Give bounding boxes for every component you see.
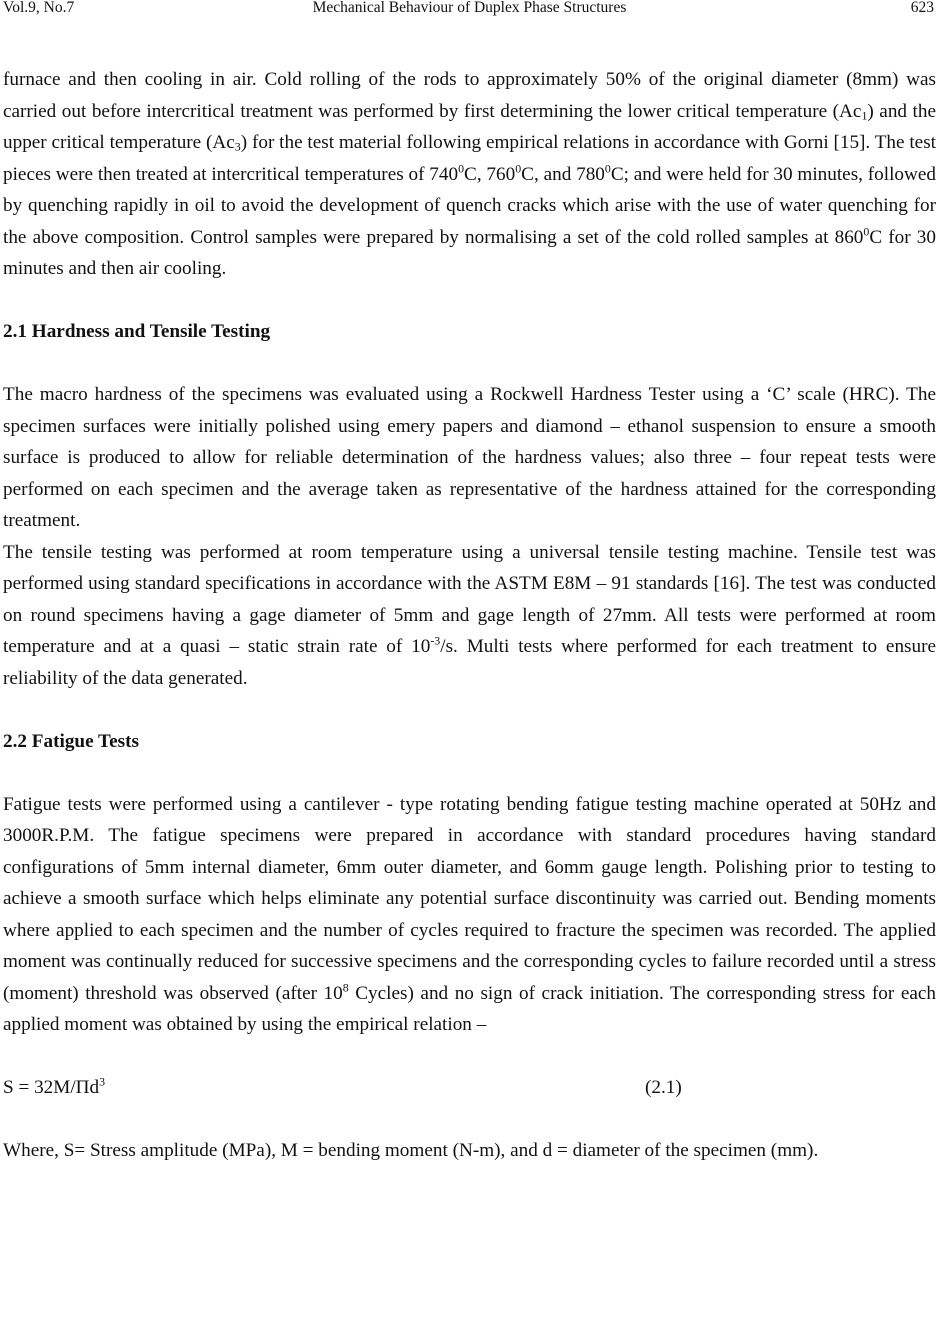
- equation-formula: $S = 32M/\Pi d^3$: [3, 1074, 106, 1098]
- fatigue-paragraph: Fatigue tests were performed using a cantilever - type rotating bending fatigue testing machine operated at 50Hz and 3000R.P.M. The fatigue specimens were prepared in accordance with standard procedures having standard configurations of 5mm internal diameter, 6mm outer diameter, and 6omm gauge length. Polishing prior to testing to achieve a smooth surface which helps eliminate any potential surface discontinuity was carried out. Bending moments where applied to each specimen and the number of cycles required to fracture the specimen was recorded. The applied moment was continually reduced for successive specimens and the corresponding cycles to failure recorded until a stress (moment) threshold was observed (after $10^8$ Cycles) and no sign of crack initiation. The corresponding stress for each applied moment was obtained by using the empirical relation –: [3, 793, 936, 1035]
- hardness-paragraph: The macro hardness of the specimens was evaluated using a Rockwell Hardness Tester using a ‘C’ scale (HRC). The specimen surfaces were initially polished using emery papers and diamond – ethanol suspension to ensure a smooth surface is produced to allow for reliable determination of the hardness values; also three – four repeat tests were performed on each specimen and the average taken as representative of the hardness attained for the corresponding treatment.: [3, 384, 936, 531]
- intro-paragraph: furnace and then cooling in air. Cold rolling of the rods to approximately 50% of the original diameter (8mm) was carried out before intercritical treatment was performed by first determining the lower critical temperature $(Ac_1)$ and the upper critical temperature $(Ac_3)$ for the test material following empirical relations in accordance with Gorni [15]. The test pieces were then treated at intercritical temperatures of $740^0C$, $760^0C$, and $780^0C$; and were held for 30 minutes, followed by quenching rapidly in oil to avoid the development of quench cracks which arise with the use of water quenching for the above composition. Control samples were prepared by normalising a set of the cold rolled samples at $860^0C$ for 30 minutes and then air cooling.: [3, 69, 936, 279]
- section-heading-fatigue: 2.2 Fatigue Tests: [3, 730, 139, 752]
- document-page: [3, 0, 936, 1167]
- variable-definitions: Where, S= Stress amplitude (MPa), M = bending moment (N-m), and d = diameter of the specimen (mm).: [3, 1140, 819, 1161]
- running-title: Mechanical Behaviour of Duplex Phase Structures: [312, 0, 627, 16]
- equation-number: (2.1): [645, 1077, 682, 1098]
- section-heading-hardness: 2.1 Hardness and Tensile Testing: [3, 321, 271, 342]
- page-number: 623: [910, 0, 934, 16]
- running-header: [3, 0, 936, 22]
- stress-equation: [3, 1072, 936, 1104]
- journal-volume: Vol.9, No.7: [3, 0, 75, 16]
- tensile-paragraph: The tensile testing was performed at room temperature using a universal tensile testing machine. Tensile test was performed using standard specifications in accordance with the ASTM E8M – 91 standards [16]. The test was conducted on round specimens having a gage diameter of 5mm and gage length of 27mm. All tests were performed at room temperature and at a quasi – static strain rate of $10^{-3}/s$. Multi tests where performed for each treatment to ensure reliability of the data generated.: [3, 541, 937, 689]
